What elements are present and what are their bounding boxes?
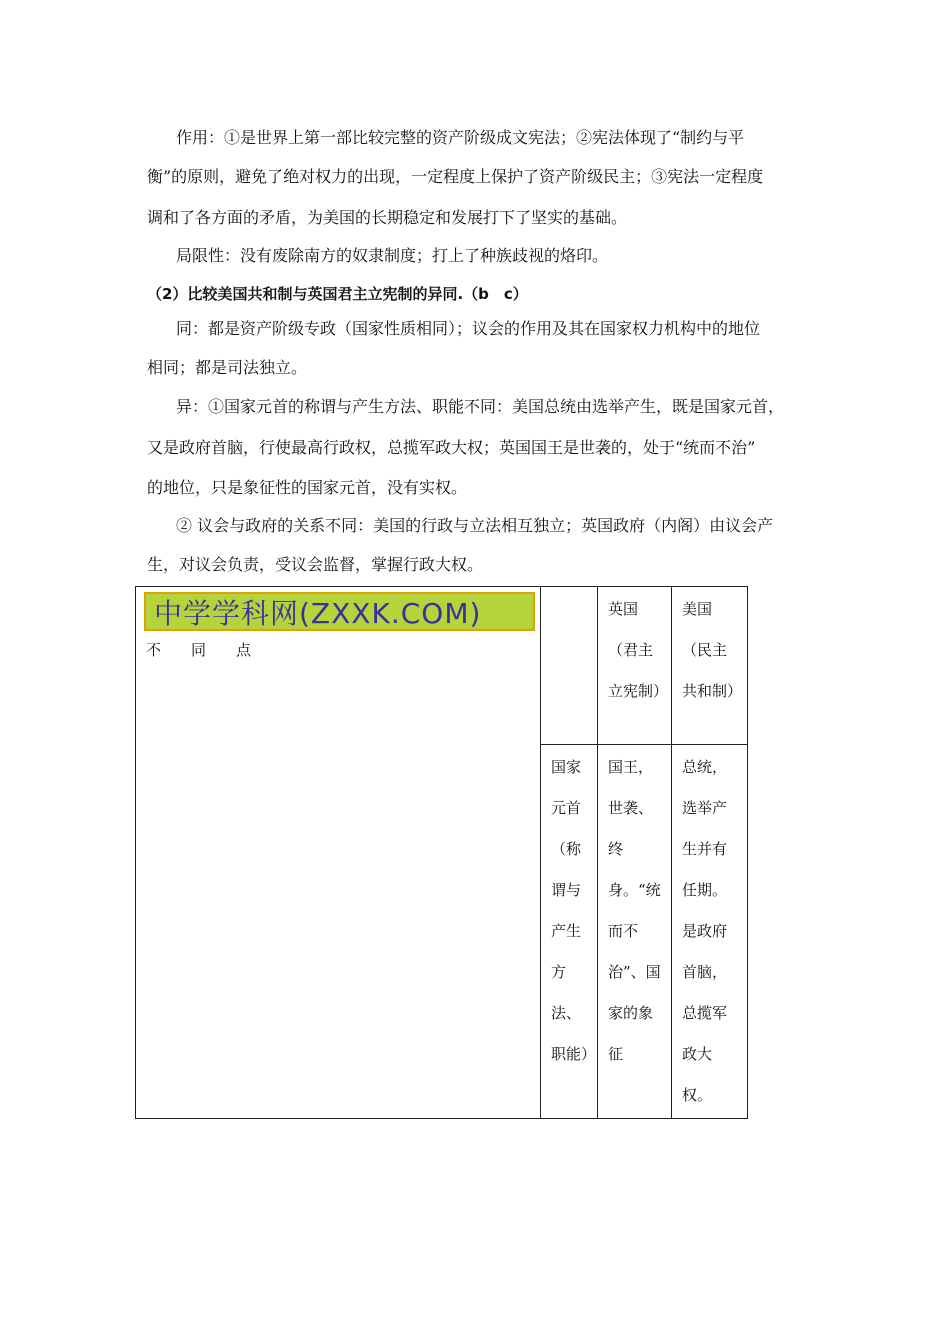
header-uk-cell (598, 587, 672, 745)
zxxk-watermark-logo (144, 592, 535, 631)
empty-corner-cell (541, 587, 598, 745)
paragraph-effect-1: 作用：①是世界上第一部比较完整的资产阶级成文宪法；②宪法体现了“制约与平 (176, 128, 745, 147)
paragraph-diff-1: 异：①国家元首的称谓与产生方法、职能不同：美国总统由选举产生，既是国家元首， (176, 397, 785, 416)
category-cell (541, 745, 598, 1119)
us-value: 总统，选举产生并有任期。是政府首脑，总揽军政大权。 (682, 758, 728, 1104)
comparison-table (135, 586, 748, 1119)
uk-value: 国王，世袭、终身。“统而不治”、国家的象征 (608, 758, 661, 1063)
header-us-cell (672, 587, 748, 745)
category-label: 国家元首（称谓与产生方法、职能） (551, 758, 597, 1063)
paragraph-diff-3: 的地位，只是象征性的国家元首，没有实权。 (147, 478, 468, 497)
uk-value-cell (598, 745, 672, 1119)
paragraph-same-2: 相同；都是司法独立。 (147, 358, 308, 377)
paragraph-limitation: 局限性：没有废除南方的奴隶制度；打上了种族歧视的烙印。 (176, 246, 609, 265)
paragraph-diff-4: ② 议会与政府的关系不同：美国的行政与立法相互独立；英国政府（内阁）由议会产 (176, 516, 774, 535)
us-value-cell (672, 745, 748, 1119)
paragraph-effect-3: 调和了各方面的矛盾，为美国的长期稳定和发展打下了坚实的基础。 (147, 208, 628, 227)
paragraph-diff-5: 生，对议会负责，受议会监督，掌握行政大权。 (147, 555, 484, 574)
section-heading: （2）比较美国共和制与英国君主立宪制的异同.（b c） (147, 285, 528, 303)
header-uk: 英国（君主立宪制） (608, 600, 669, 700)
watermark-text: 中学学科网(ZXXK.COM) (154, 596, 482, 630)
header-us: 美国（民主共和制） (682, 600, 743, 700)
paragraph-effect-2: 衡”的原则，避免了绝对权力的出现，一定程度上保护了资产阶级民主；③宪法一定程度 (147, 167, 764, 186)
row-header-label: 不 同 点 (146, 641, 252, 659)
paragraph-same-1: 同：都是资产阶级专政（国家性质相同）；议会的作用及其在国家权力机构中的地位 (176, 319, 761, 338)
paragraph-diff-2: 又是政府首脑，行使最高行政权，总揽军政大权；英国国王是世袭的，处于“统而不治” (147, 438, 756, 457)
row-header-cell (136, 587, 541, 1119)
